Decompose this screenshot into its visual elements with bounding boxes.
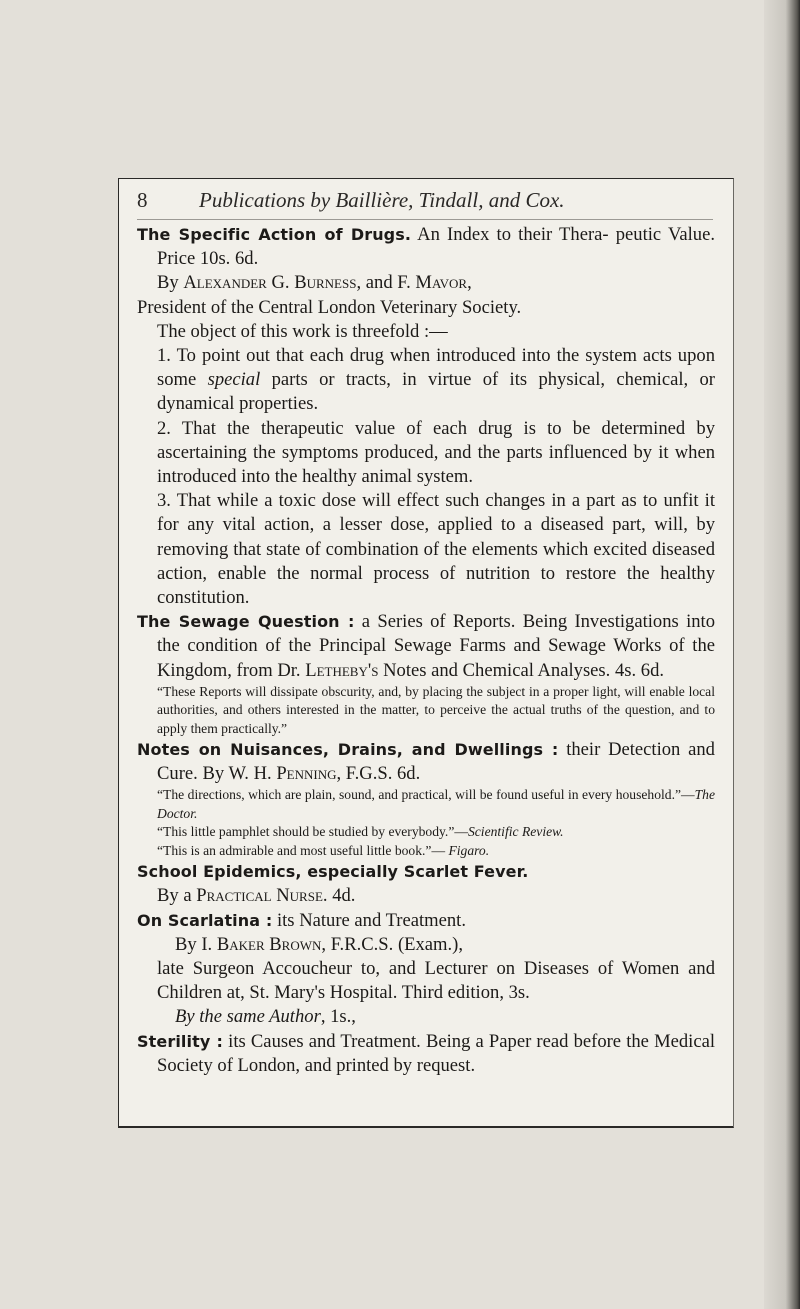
- entry-price: , 1s.,: [320, 1006, 356, 1028]
- book-page: [118, 178, 734, 1128]
- entry-authors: [137, 884, 715, 908]
- author-joiner: , and: [356, 272, 398, 294]
- by-prefix: By I.: [175, 933, 217, 955]
- entry-price: . 4d.: [322, 885, 356, 907]
- entry-point-1: [137, 344, 715, 417]
- entry-subtitle: a Series of Reports. Being Investigations into the condition of the Principal Sewage Farms and Sewage Works of the Kingdom, from: [157, 611, 715, 681]
- entry-price-line: , F.G.S. 6d.: [336, 763, 421, 785]
- running-title: Publications by Baillière, Tindall, and Cox.: [199, 188, 565, 212]
- entry-heading: [137, 610, 715, 683]
- page-header: [137, 186, 717, 216]
- entry-heading: [137, 1030, 715, 1078]
- entry-point-2: 2. That the therapeutic value of each drug is to be determined by ascertaining the symptoms produced, and the parts influenced by it when introduced into the healthy animal system.: [157, 417, 715, 488]
- quote-text: “This is an admirable and most useful little book.”—: [157, 842, 449, 858]
- author-name: Letheby's: [305, 659, 379, 681]
- author-name: F. Mavor: [397, 272, 468, 294]
- review-quote: [137, 823, 715, 841]
- entry-title: Sterility :: [137, 1031, 224, 1051]
- review-quote: [137, 842, 715, 860]
- page-content: [137, 223, 715, 1078]
- quote-source: Figaro.: [448, 842, 490, 858]
- entry-heading: [137, 738, 715, 786]
- header-rule: [137, 219, 713, 220]
- entry-subtitle: An Index to their Thera-: [411, 224, 609, 245]
- author-prefix: Dr.: [277, 659, 306, 681]
- by-prefix: By a: [157, 885, 197, 907]
- quote-source: The Doctor.: [157, 787, 715, 821]
- by-prefix: By: [157, 272, 184, 294]
- same-author-line: [137, 1005, 715, 1029]
- quote-text: “The directions, which are plain, sound, and practical, will be found useful in every household.”—: [157, 787, 695, 803]
- author-name: Baker Brown: [216, 933, 322, 955]
- entry-authors: [137, 271, 715, 295]
- entry-point-3: 3. That while a toxic dose will effect such changes in a part as to unfit it for any vital action, a lesser dose, applied to a diseased part, will, by removing that state of combination of the elements which excited diseased action, enable the normal process of nutrition to restore the healthy constitution.: [157, 490, 715, 609]
- entry-title: School Epidemics, especially Scarlet Fever.: [137, 862, 529, 882]
- author-credentials: , F.R.C.S. (Exam.),: [321, 933, 463, 955]
- entry-heading: [137, 223, 715, 271]
- entry-title: The Sewage Question :: [137, 612, 355, 632]
- page-number: 8: [137, 188, 148, 212]
- entry-title: Notes on Nuisances, Drains, and Dwellings :: [137, 740, 559, 760]
- quote-source: Scientific Review.: [467, 824, 564, 840]
- entry-title: On Scarlatina :: [137, 910, 273, 930]
- entry-school-epidemics: [137, 860, 715, 908]
- entry-notes-on-nuisances: [137, 738, 715, 860]
- entry-subtitle-cont: peutic Value. Price 10s. 6d.: [157, 224, 715, 270]
- entry-title: The Specific Action of Drugs.: [137, 225, 412, 244]
- same-author: By the same Author: [175, 1006, 321, 1028]
- author-name: Practical Nurse: [196, 885, 323, 907]
- by-suffix: ,: [467, 272, 472, 294]
- entry-price-line: Notes and Chemical Analyses. 4s. 6d.: [378, 659, 665, 681]
- review-quote: “These Reports will dissipate obscurity, and, by placing the subject in a proper light, will enable local authorities, and others interested in the matter, to perceive the actual truths of the question, and to apply them practically.”: [157, 683, 715, 736]
- entry-sewage-question: [137, 610, 715, 738]
- page-bottom-rule: [119, 1126, 733, 1127]
- book-spine-shadow: [764, 0, 800, 1309]
- point-text: parts or tracts, in virtue of its physical, chemical, or dynamical properties.: [157, 369, 715, 415]
- entry-on-scarlatina: [137, 909, 715, 1030]
- author-affiliation: President of the Central London Veterinary Society.: [137, 296, 522, 318]
- entry-subtitle: its Nature and Treatment.: [272, 909, 466, 931]
- author-name: Alexander G. Burness: [183, 272, 357, 294]
- entry-heading: [137, 860, 715, 884]
- entry-subtitle: its Causes and Treatment. Being a Paper read before the Medical Society of London, and printed by request.: [157, 1030, 715, 1076]
- review-quote: [137, 786, 715, 823]
- point-text: 1. To point out that each drug when introduced into the system acts upon some: [157, 345, 715, 391]
- author-detail: late Surgeon Accoucheur to, and Lecturer on Diseases of Women and Children at, St. Mary's Hospital. Third edition, 3s.: [157, 957, 715, 1004]
- entry-authors: [137, 933, 715, 957]
- entry-sterility: [137, 1030, 715, 1078]
- point-emphasis: special: [207, 369, 261, 391]
- entry-specific-action-of-drugs: [137, 223, 715, 610]
- author-name: Penning: [276, 763, 337, 785]
- quote-text: “This little pamphlet should be studied by everybody.”—: [157, 824, 468, 840]
- entry-subtitle: their Detection and Cure. By W. H.: [157, 739, 715, 785]
- entry-intro: The object of this work is threefold :—: [157, 320, 448, 342]
- entry-heading: [137, 909, 715, 933]
